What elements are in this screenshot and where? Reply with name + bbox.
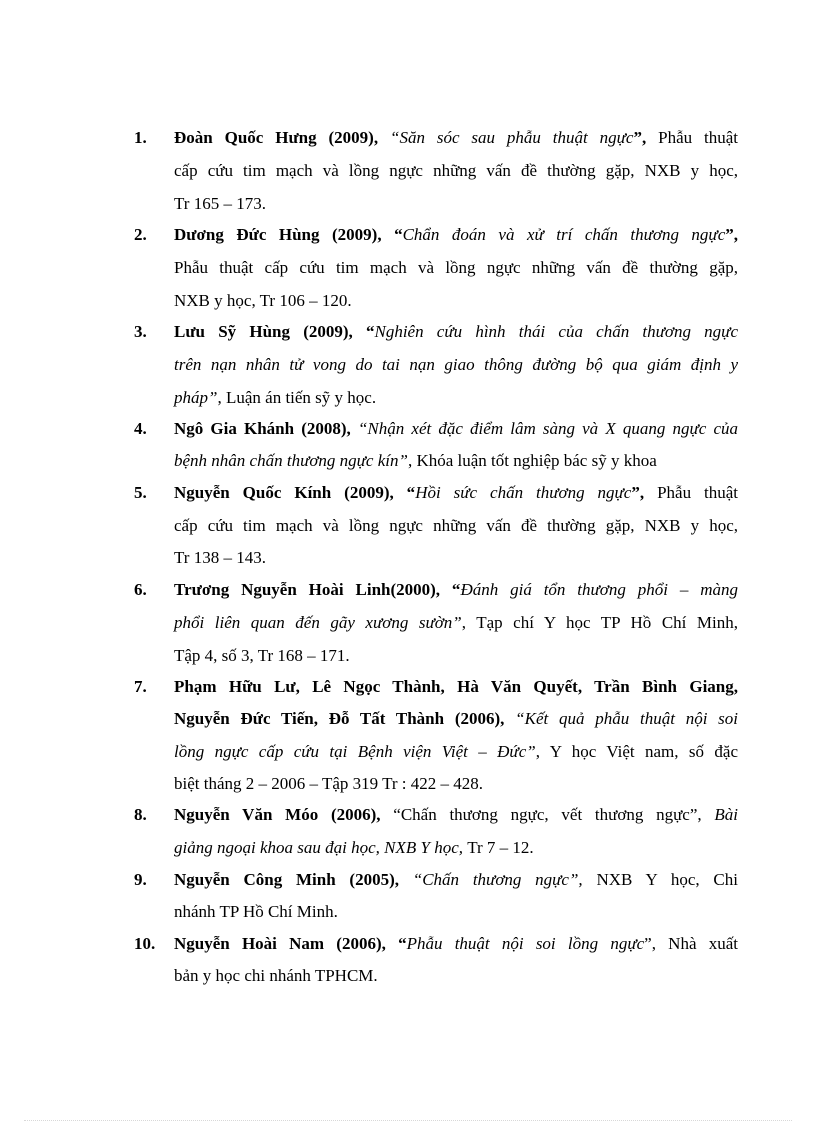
reference-line xyxy=(174,580,738,600)
reference-title: lồng ngực cấp cứu tại Bệnh viện Việt – Đức” xyxy=(174,742,536,761)
reference-text: , Tạp chí Y học TP Hồ Chí Minh, xyxy=(461,613,738,632)
reference-line xyxy=(174,258,738,278)
reference-title: pháp” xyxy=(174,388,218,407)
reference-text: Phẫu thuật xyxy=(658,128,739,147)
reference-line xyxy=(174,934,738,954)
reference-title: Hồi sức chấn thương ngực xyxy=(415,483,632,502)
reference-text: bản y học chi nhánh TPHCM. xyxy=(174,966,378,985)
reference-author: Nguyễn Hoài Nam (2006), “ xyxy=(174,934,407,953)
reference-line xyxy=(174,388,738,408)
reference-number: 8. xyxy=(134,805,147,824)
reference-author: Nguyễn Đức Tiến, Đỗ Tất Thành (2006), xyxy=(174,709,516,728)
reference-author: Ngô Gia Khánh (2008), xyxy=(174,419,358,438)
reference-title: “Săn sóc sau phẫu thuật ngực xyxy=(390,128,634,147)
reference-title: Phẫu thuật nội soi lồng ngực xyxy=(406,934,645,953)
reference-number: 6. xyxy=(134,580,147,599)
reference-author: Dương Đức Hùng (2009), “ xyxy=(174,225,403,244)
reference-title: trên nạn nhân tử vong do tai nạn giao thông đường bộ qua giám định y xyxy=(174,355,738,374)
reference-text: ”, Nhà xuất xyxy=(644,934,738,953)
reference-line xyxy=(174,902,738,922)
reference-text: Tr 165 – 173. xyxy=(174,194,266,213)
reference-line xyxy=(174,677,738,697)
reference-author: ”, xyxy=(633,128,659,147)
reference-text: Phẫu thuật xyxy=(657,483,739,502)
reference-line xyxy=(174,709,738,729)
reference-title: Đánh giá tổn thương phổi – màng xyxy=(460,580,738,599)
reference-line xyxy=(174,646,738,666)
reference-text: cấp cứu tim mạch và lồng ngực những vấn đề thường gặp, NXB y học, xyxy=(174,161,738,180)
reference-title: phổi liên quan đến gãy xương sườn” xyxy=(174,613,462,632)
reference-text: “Chấn thương ngực, vết thương ngực”, xyxy=(393,805,715,824)
reference-author: Nguyễn Công Minh (2005), xyxy=(174,870,413,889)
reference-number: 9. xyxy=(134,870,147,889)
reference-title: Chẩn đoán và xử trí chấn thương ngực xyxy=(402,225,726,244)
reference-text: , Luận án tiến sỹ y học. xyxy=(217,388,377,407)
reference-author: Nguyễn Văn Móo (2006), xyxy=(174,805,394,824)
reference-line xyxy=(174,838,738,858)
reference-line xyxy=(174,128,738,148)
reference-number: 10. xyxy=(134,934,156,953)
reference-line xyxy=(174,355,738,375)
reference-text: biệt tháng 2 – 2006 – Tập 319 Tr : 422 – 428. xyxy=(174,774,483,793)
reference-number: 2. xyxy=(134,225,147,244)
reference-text: Tập 4, số 3, Tr 168 – 171. xyxy=(174,646,350,665)
reference-line xyxy=(174,194,738,214)
page-bottom-rule xyxy=(24,1120,792,1121)
reference-line xyxy=(174,483,738,503)
reference-text: NXB y học, Tr 106 – 120. xyxy=(174,291,352,310)
reference-line xyxy=(174,805,738,825)
reference-number: 1. xyxy=(134,128,147,147)
reference-title: giảng ngoại khoa sau đại học, NXB Y học, xyxy=(174,838,468,857)
reference-author: Đoàn Quốc Hưng (2009), xyxy=(174,128,390,147)
reference-line xyxy=(174,419,738,439)
reference-text: nhánh TP Hồ Chí Minh. xyxy=(174,902,338,921)
reference-text: Tr 138 – 143. xyxy=(174,548,266,567)
reference-line xyxy=(174,774,738,794)
reference-text: , Khóa luận tốt nghiệp bác sỹ y khoa xyxy=(407,451,657,470)
reference-author: Lưu Sỹ Hùng (2009), “ xyxy=(174,322,375,341)
reference-line xyxy=(174,322,738,342)
reference-author: ”, xyxy=(631,483,658,502)
reference-text: Phẫu thuật cấp cứu tim mạch và lồng ngực những vấn đề thường gặp, xyxy=(174,258,738,277)
reference-line xyxy=(174,870,738,890)
reference-author: Phạm Hữu Lư, Lê Ngọc Thành, Hà Văn Quyết, Trần Bình Giang, xyxy=(174,677,738,696)
reference-line xyxy=(174,451,738,471)
reference-line xyxy=(174,548,738,568)
reference-title: Nghiên cứu hình thái của chấn thương ngực xyxy=(374,322,738,341)
reference-text: cấp cứu tim mạch và lồng ngực những vấn đề thường gặp, NXB y học, xyxy=(174,516,738,535)
reference-number: 3. xyxy=(134,322,147,341)
reference-line xyxy=(174,966,738,986)
reference-title: bệnh nhân chấn thương ngực kín” xyxy=(174,451,408,470)
reference-number: 4. xyxy=(134,419,147,438)
reference-number: 5. xyxy=(134,483,147,502)
reference-line xyxy=(174,291,738,311)
reference-title: “Kết quả phẫu thuật nội soi xyxy=(515,709,739,728)
reference-text: , Y học Việt nam, số đặc xyxy=(535,742,738,761)
reference-title: “Chấn thương ngực”, xyxy=(412,870,597,889)
reference-text: NXB Y học, Chi xyxy=(596,870,738,889)
reference-line xyxy=(174,613,738,633)
reference-title: “Nhận xét đặc điểm lâm sàng và X quang ngực của xyxy=(357,419,739,438)
reference-author: Nguyễn Quốc Kính (2009), “ xyxy=(174,483,416,502)
reference-number: 7. xyxy=(134,677,147,696)
reference-author: Trương Nguyễn Hoài Linh(2000), “ xyxy=(174,580,461,599)
reference-line xyxy=(174,742,738,762)
reference-line xyxy=(174,161,738,181)
reference-line xyxy=(174,516,738,536)
reference-title: Bài xyxy=(714,805,738,824)
reference-line xyxy=(174,225,738,245)
reference-text: Tr 7 – 12. xyxy=(467,838,534,857)
reference-author: ”, xyxy=(725,225,739,244)
